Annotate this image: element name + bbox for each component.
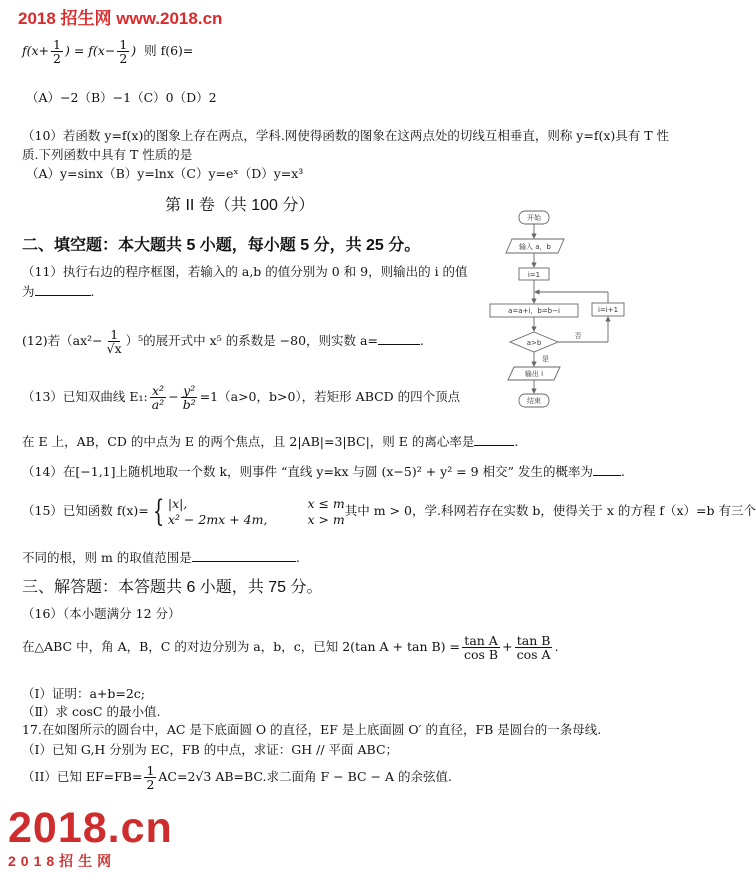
q13-line2: 在 E 上，AB，CD 的中点为 E 的两个焦点，且 2|AB|=3|BC|，则 E 的离心率是 . [22, 434, 519, 449]
section2-heading: 二、填空题：本大题共 5 小题，每小题 5 分，共 25 分。 [22, 237, 421, 254]
q9-options: （A）−2（B）−1（C）0（D）2 [26, 90, 217, 105]
q13-suffix: =1（a>0，b>0），若矩形 ABCD 的四个顶点 [199, 389, 461, 405]
q16-frac-2: $\frac{\text{tan B}}{\text{cos A}}$ [516, 633, 551, 663]
q14-blank[interactable] [593, 475, 621, 476]
q16-title: （16）（本小题满分 12 分） [22, 606, 181, 621]
q15-cases: |x|, x ≤ m x² − 2mx + 4m, x > m [167, 496, 345, 527]
q17-part2-suffix: AC=2√3 AB=BC.求二面角 F − BC − A 的余弦值. [158, 769, 452, 785]
flow-init-text: i=1 [527, 271, 541, 279]
q15-line2: 不同的根，则 m 的取值范围是 . [22, 550, 300, 565]
section3-heading: 三、解答题：本答题共 6 小题，共 75 分。 [22, 579, 323, 596]
q10-line2: 质.下列函数中具有 T 性质的是 [22, 147, 193, 162]
q15-brace: { [152, 493, 165, 529]
q17-part1: （I）已知 G,H 分别为 EC，FB 的中点，求证：GH // 平面 ABC； [22, 742, 399, 757]
q12-blank[interactable] [378, 344, 420, 345]
q12-prefix: (12)若（ax²− [22, 333, 103, 349]
part2-title: 第 II 卷（共 100 分） [165, 197, 315, 214]
q15-suffix: 其中 m > 0，学.科网若存在实数 b，使得关于 x 的方程 f（x）=b 有三个 [344, 503, 756, 519]
flow-increment-text: i=i+1 [597, 306, 619, 314]
flow-input-text: 输入 a，b [519, 243, 551, 251]
q9-half-2: $\frac{1}{2}$ [119, 37, 128, 67]
q17-half: $\frac{1}{2}$ [146, 763, 155, 793]
q15-line1 [22, 493, 756, 529]
q11-line2: 为 . [22, 284, 95, 299]
flow-yes-label: 是 [542, 355, 549, 363]
q17-part2-prefix: （II）已知 EF=FB= [22, 769, 143, 785]
flow-start-text: 开始 [527, 214, 541, 222]
q16-statement [22, 634, 559, 661]
logo-tagline: 2018招生网 [8, 853, 117, 869]
flow-process-text: a=a+i，b=b−i [508, 307, 560, 315]
q13-line1 [22, 384, 460, 411]
q12-suffix: ）⁵的展开式中 x⁵ 的系数是 −80，则实数 a= [125, 333, 378, 349]
q15-prefix: （15）已知函数 f(x)= [22, 503, 149, 519]
q9-mid: ) = f(x− [64, 43, 116, 59]
q9-lhs: f(x+ [22, 43, 50, 59]
q9-half-1: $\frac{1}{2}$ [53, 37, 61, 67]
q13-prefix: （13）已知双曲线 E₁: [22, 389, 148, 405]
q9-ask: 则 f(6)= [144, 43, 194, 59]
program-flowchart [478, 204, 638, 414]
q16-frac-1: $\frac{\text{tan A}}{\text{cos B}}$ [464, 633, 499, 663]
q9-end: ) [131, 43, 137, 59]
q13-blank[interactable] [474, 445, 514, 446]
q10-options: （A）y=sinx（B）y=lnx（C）y=eˣ（D）y=x³ [26, 166, 304, 181]
q13-frac-y: $\frac{\text{y²}}{\text{b²}}$ [182, 383, 196, 413]
flow-no-label: 否 [574, 332, 582, 340]
q15-blank[interactable] [192, 561, 296, 562]
q13-minus: − [168, 389, 179, 405]
flow-output-text: 输出 i [524, 370, 544, 378]
site-header: 2018 招生网 www.2018.cn [18, 9, 223, 28]
q16-end: . [554, 639, 559, 655]
q11-blank[interactable] [35, 295, 91, 296]
q11-line1: （11）执行右边的程序框图，若输入的 a,b 的值分别为 0 和 9，则输出的 i 的值 [22, 264, 468, 279]
site-logo [8, 806, 173, 871]
flow-decision-text: a>b [526, 339, 542, 347]
q16-part2: （Ⅱ）求 cosC 的最小值. [22, 704, 161, 719]
q16-part1: （Ⅰ）证明：a+b=2c; [22, 686, 146, 701]
q13-frac-x: $\frac{\text{x²}}{\text{a²}}$ [151, 383, 165, 413]
flow-end-text: 结束 [527, 397, 541, 405]
q12-frac: $\frac{1}{√x}$ [106, 327, 122, 357]
q9-formula [22, 38, 193, 65]
q16-plus: + [502, 639, 513, 655]
q10-line1: （10）若函数 y=f(x)的图象上存在两点，学科.网使得函数的图象在这两点处的切线互相垂直，则称 y=f(x)具有 T 性 [22, 128, 670, 143]
q17-line1: 17.在如图所示的圆台中，AC 是下底面圆 O 的直径，EF 是上底面圆 O′ 的直径，FB 是圆台的一条母线. [22, 722, 602, 737]
logo-domain: 2018.cn [8, 804, 173, 852]
q16-prefix: 在△ABC 中，角 A，B，C 的对边分别为 a，b，c，已知 2(tan A + tan B) = [22, 639, 461, 655]
q12: (12)若（ax²− $\frac{1}{√x}$ ）⁵的展开式中 x⁵ 的系数是 −80，则实数 a= . [22, 327, 424, 357]
q17-part2 [22, 764, 452, 791]
q14: （14）在[−1,1]上随机地取一个数 k，则事件 “直线 y=kx 与圆 (x−5)² + y² = 9 相交” 发生的概率为 . [22, 464, 625, 479]
